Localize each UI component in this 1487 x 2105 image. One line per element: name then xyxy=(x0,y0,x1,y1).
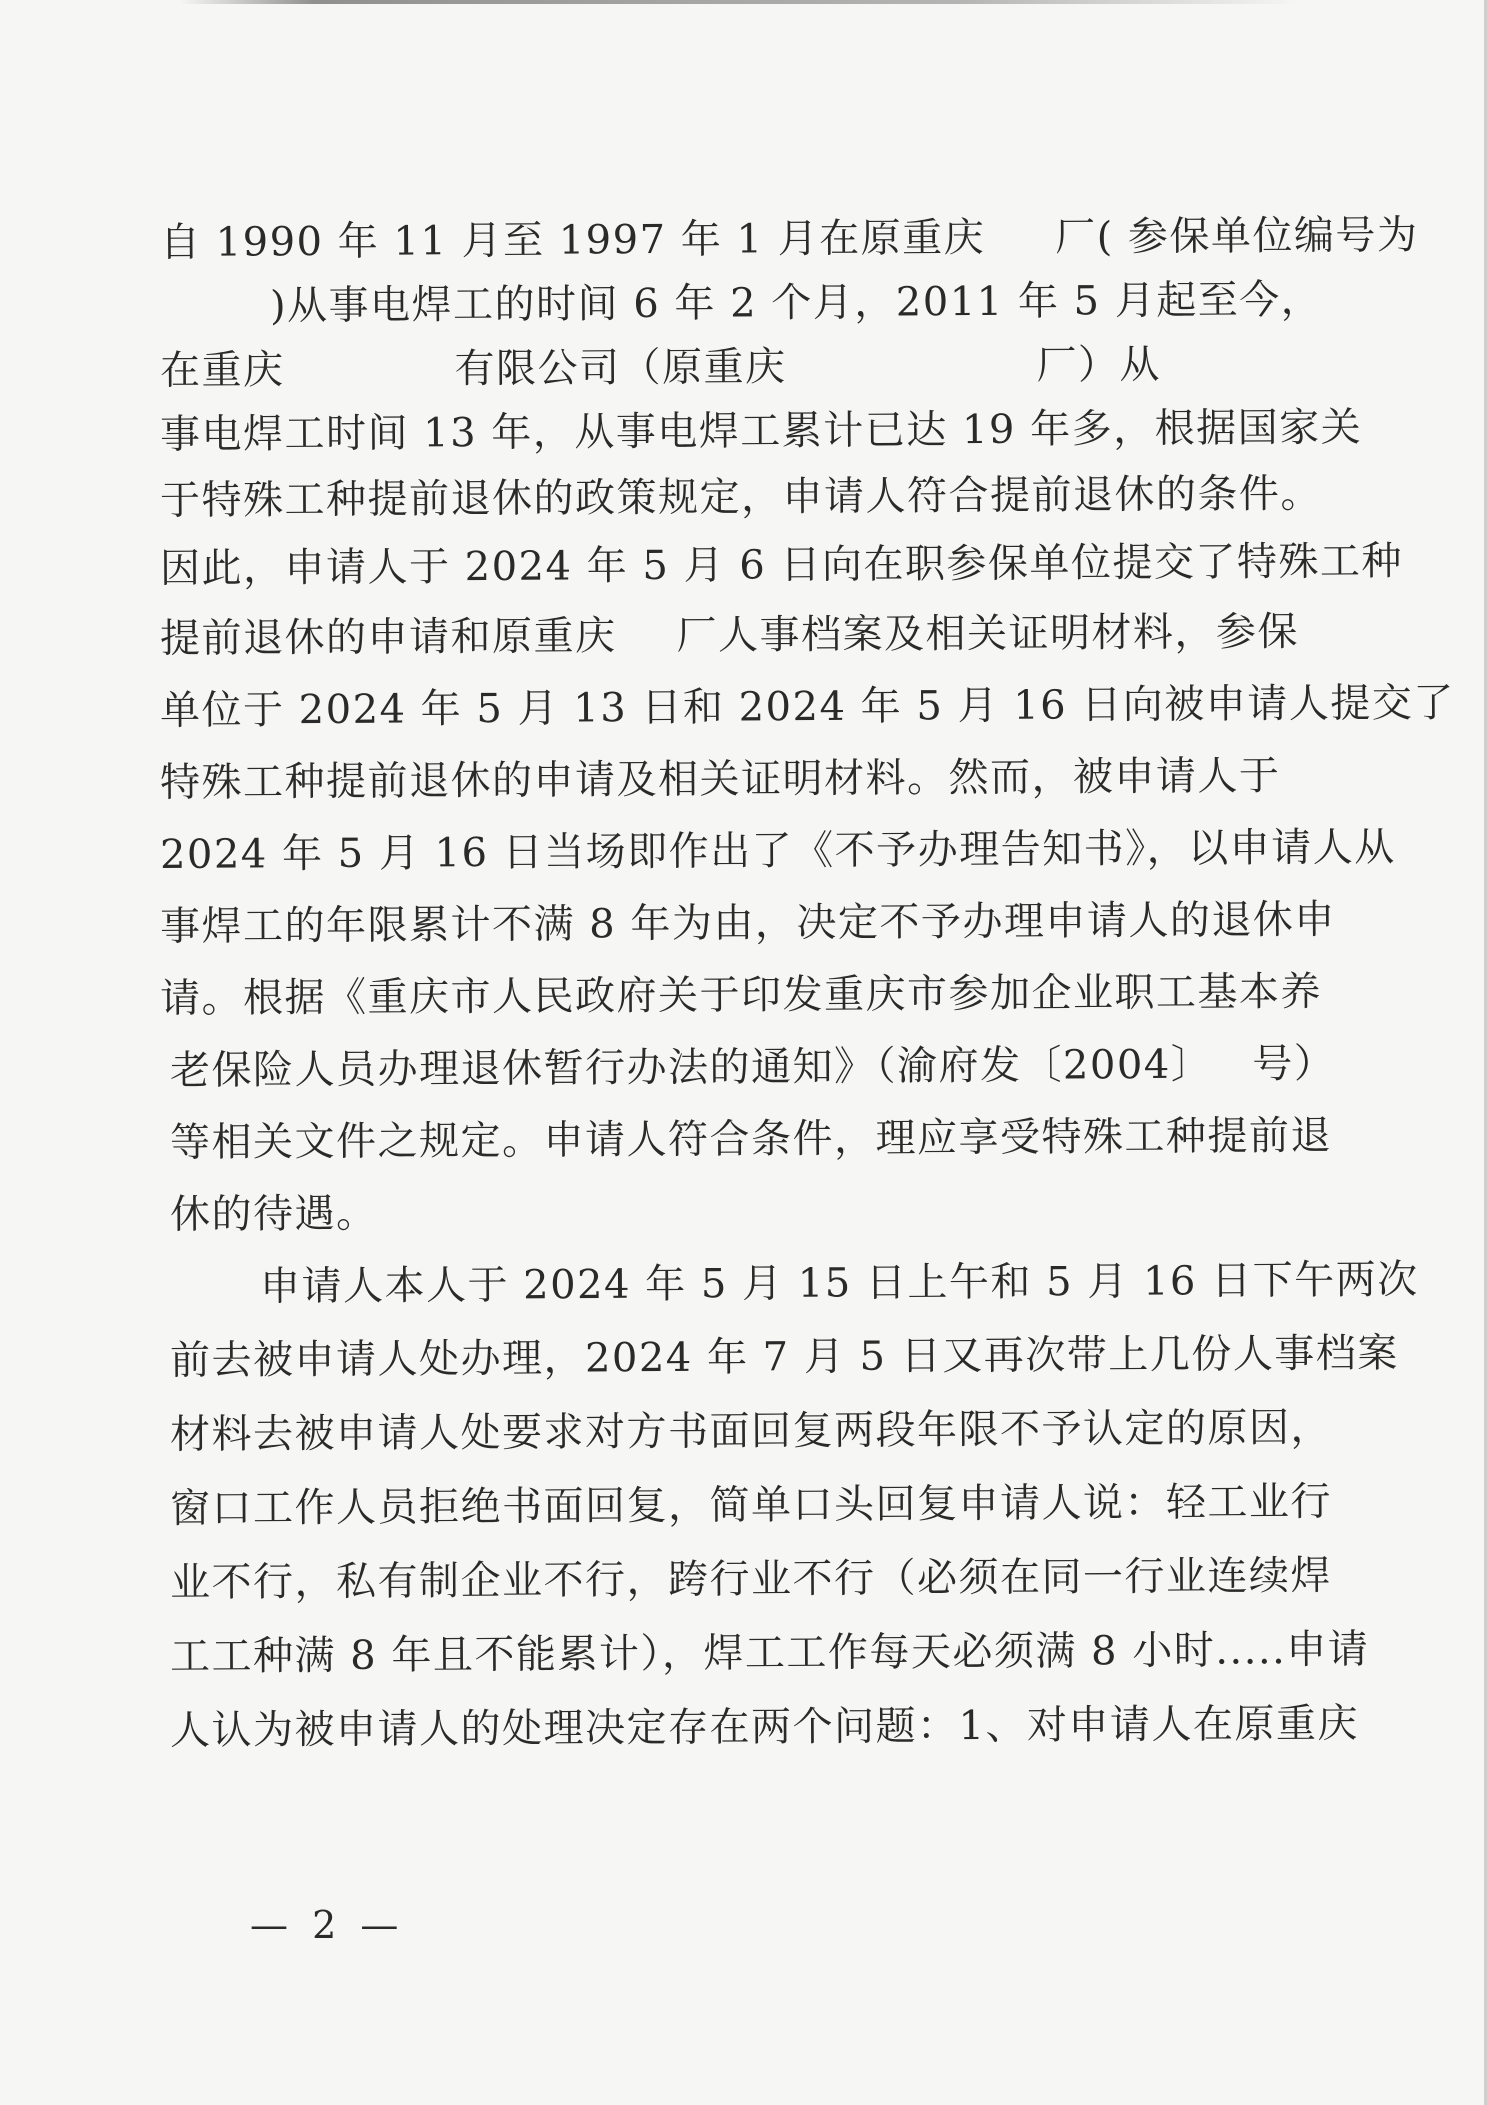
text-line-16 xyxy=(259,1245,1419,1322)
text-segment: 号） xyxy=(1252,1040,1336,1088)
text-segment: 工工种满 8 年且不能累计），焊工工作每天必须满 8 小时.....申请 xyxy=(169,1626,1370,1680)
text-line-15 xyxy=(170,1173,1310,1250)
text-line-13 xyxy=(169,1029,1336,1106)
text-segment: 单位于 2024 年 5 月 13 日和 2024 年 5 月 16 日向被申请人提交了 xyxy=(159,680,1455,734)
text-line-4 xyxy=(159,393,1363,470)
text-line-18 xyxy=(169,1393,1333,1470)
text-segment: 前去被申请人处办理，2024 年 7 月 5 日又再次带上几份人事档案 xyxy=(169,1330,1399,1384)
page-number: — 2 — xyxy=(250,1903,405,1947)
redaction-block xyxy=(284,350,454,395)
text-segment: 人认为被申请人的处理决定存在两个问题：1、对申请人在原重庆 xyxy=(169,1700,1360,1754)
text-segment: 事电焊工时间 13 年，从事电焊工累计已达 19 年多，根据国家关 xyxy=(159,404,1363,458)
text-segment: 自 1990 年 11 月至 1997 年 1 月在原重庆 xyxy=(159,214,986,266)
text-segment: 业不行，私有制企业不行，跨行业不行（必须在同一行业连续焊 xyxy=(169,1552,1333,1606)
text-segment: 厂人事档案及相关证明材料，参保 xyxy=(676,609,1300,659)
text-line-5 xyxy=(159,459,1323,536)
redaction-block xyxy=(150,287,270,332)
text-segment: 提前退休的申请和原重庆 xyxy=(159,613,617,662)
text-line-17 xyxy=(169,1319,1399,1396)
text-line-11 xyxy=(159,885,1337,962)
text-line-10 xyxy=(159,813,1396,890)
text-segment: 在重庆 xyxy=(159,347,285,394)
text-line-21 xyxy=(169,1615,1370,1692)
text-line-8 xyxy=(159,669,1455,746)
text-segment: 厂( 参保单位编号为 xyxy=(1055,212,1419,261)
redaction-block xyxy=(1212,1045,1252,1089)
text-line-14 xyxy=(169,1101,1333,1178)
redaction-block xyxy=(786,347,1036,393)
text-segment: 厂）从 xyxy=(1036,341,1162,389)
redaction-block xyxy=(985,219,1055,263)
text-segment: 事焊工的年限累计不满 8 年为由，决定不予办理申请人的退休申 xyxy=(159,896,1337,950)
text-segment: 2024 年 5 月 16 日当场即作出了《不予办理告知书》，以申请人从 xyxy=(159,824,1396,878)
text-segment: 请。根据《重庆市人民政府关于印发重庆市参加企业职工基本养 xyxy=(159,968,1323,1022)
text-segment: 有限公司（原重庆 xyxy=(454,344,787,393)
text-line-6 xyxy=(159,527,1404,604)
text-segment: 休的待遇。 xyxy=(169,1190,378,1238)
text-segment: 老保险人员办理退休暂行办法的通知》（渝府发〔2004〕 xyxy=(169,1041,1213,1094)
text-segment: )从事电焊工的时间 6 年 2 个月，2011 年 5 月起至今， xyxy=(269,276,1323,330)
text-line-12 xyxy=(159,957,1323,1034)
text-segment: 因此，申请人于 2024 年 5 月 6 日向在职参保单位提交了特殊工种 xyxy=(159,538,1404,592)
text-segment: 材料去被申请人处要求对方书面回复两段年限不予认定的原因， xyxy=(169,1404,1333,1458)
text-line-19 xyxy=(169,1467,1333,1544)
text-line-7 xyxy=(160,597,1300,674)
text-segment: 于特殊工种提前退休的政策规定，申请人符合提前退休的条件。 xyxy=(159,470,1323,524)
text-line-22 xyxy=(169,1689,1360,1766)
text-line-20 xyxy=(169,1541,1333,1618)
text-segment: 特殊工种提前退休的申请及相关证明材料。然而，被申请人于 xyxy=(159,753,1281,806)
text-line-9 xyxy=(160,741,1300,818)
redaction-block xyxy=(616,617,676,661)
text-segment: 窗口工作人员拒绝书面回复，简单口头回复申请人说：轻工业行 xyxy=(169,1478,1333,1532)
text-segment: 等相关文件之规定。申请人符合条件，理应享受特殊工种提前退 xyxy=(169,1112,1333,1166)
text-segment: 申请人本人于 2024 年 5 月 15 日上午和 5 月 16 日下午两次 xyxy=(259,1256,1419,1310)
